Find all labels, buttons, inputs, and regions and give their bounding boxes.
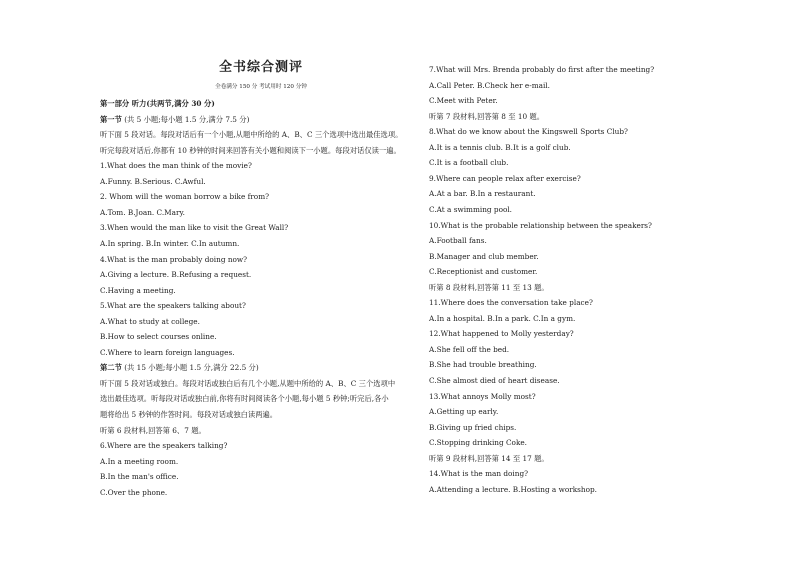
right-lines-text-line: 10.What is the probable relationship between the speakers? xyxy=(429,220,652,230)
left-lines-text-line: A.Funny. B.Serious. C.Awful. xyxy=(100,176,206,186)
left-lines-text-line: 听完每段对话后,你都有 10 秒钟的时间来回答有关小题和阅读下一小题。每段对话仅读一遍。 xyxy=(100,145,401,155)
left-lines-text-line: 题将给出 5 秒钟的作答时间。每段对话或独白读两遍。 xyxy=(100,410,278,419)
left-lines-text-line: 听下面 5 段对话或独白。每段对话或独白后有几个小题,从题中所给的 A、B、C 三个选项中 xyxy=(100,378,396,388)
right-lines-text-line: 12.What happened to Molly yesterday? xyxy=(429,329,574,339)
left-lines-text-line: 第一部分 听力(共两节,满分 30 分) xyxy=(100,99,215,108)
right-lines-text-line: C.Stopping drinking Coke. xyxy=(429,438,528,448)
right-lines-text-line: A.Attending a lecture. B.Hosting a workshop. xyxy=(429,484,597,494)
right-lines-text-line: A.Football fans. xyxy=(429,236,487,246)
right-lines-text-line: 9.Where can people relax after exercise? xyxy=(429,173,581,183)
left-lines-text-line: A.In a meeting room. xyxy=(100,456,179,466)
left-lines-text-line: A.Tom. B.Joan. C.Mary. xyxy=(100,207,185,217)
right-lines-text-line: A.She fell off the bed. xyxy=(429,344,510,354)
right-lines-text-line: A.Getting up early. xyxy=(429,407,499,417)
right-lines-text-line: A.At a bar. B.In a restaurant. xyxy=(429,189,536,199)
left-lines-text-line: 6.Where are the speakers talking? xyxy=(100,441,228,451)
page-title: 全书综合测评 xyxy=(218,60,303,75)
right-lines-text-line: C.Receptionist and customer. xyxy=(429,267,538,277)
right-lines-text-line: 7.What will Mrs. Brenda probably do first after the meeting? xyxy=(429,65,655,74)
left-lines-text-line: 3.When would the man like to visit the Great Wall? xyxy=(100,223,289,233)
right-lines-text-line: C.Meet with Peter. xyxy=(429,96,498,106)
page-subtitle: 全卷满分 150 分 考试用时 120 分钟 xyxy=(215,84,307,90)
left-lines-text-line: B.How to select courses online. xyxy=(100,332,217,342)
left-lines-text-line: 1.What does the man think of the movie? xyxy=(100,161,252,171)
right-lines-text-line: 听第 8 段材料,回答第 11 至 13 题。 xyxy=(429,282,549,292)
left-lines-text-line: 2. Whom will the woman borrow a bike from? xyxy=(100,192,270,202)
right-lines-text-line: B.Manager and club member. xyxy=(429,251,539,261)
right-lines-text-line: C.She almost died of heart disease. xyxy=(429,376,560,385)
left-lines-text-line: A.In spring. B.In winter. C.In autumn. xyxy=(100,238,240,248)
right-lines-text-line: B.She had trouble breathing. xyxy=(429,360,537,370)
right-lines-text-line: 14.What is the man doing? xyxy=(429,469,529,479)
left-lines-text-line: 听下面 5 段对话。每段对话后有一个小题,从题中所给的 A、B、C 三个选项中选出最佳选项。 xyxy=(100,130,403,140)
right-lines-text-line: 13.What annoys Molly most? xyxy=(429,391,536,401)
right-lines-text-line: 听第 9 段材料,回答第 14 至 17 题。 xyxy=(429,453,549,463)
left-lines-text-line: 4.What is the man probably doing now? xyxy=(100,254,248,264)
right-lines-text-line: A.It is a tennis club. B.It is a golf club. xyxy=(429,142,571,152)
left-lines-text-line: 5.What are the speakers talking about? xyxy=(100,301,246,311)
right-lines-text-line: C.It is a football club. xyxy=(429,158,509,168)
right-lines-text-line: 听第 7 段材料,回答第 8 至 10 题。 xyxy=(429,111,545,121)
right-lines-text-line: 8.What do we know about the Kingswell Sports Club? xyxy=(429,127,628,137)
left-lines-text-line: C.Over the phone. xyxy=(100,487,168,497)
left-lines-text-line: A.What to study at college. xyxy=(100,316,200,326)
left-lines-text-line: 选出最佳选项。听每段对话或独白前,你将有时间阅读各个小题,每小题 5 秒钟;听完后,各小 xyxy=(100,394,389,404)
left-lines-text-line: 听第 6 段材料,回答第 6、7 题。 xyxy=(100,425,206,435)
right-lines-text-line: B.Giving up fried chips. xyxy=(429,422,517,432)
left-lines-text-line: B.In the man's office. xyxy=(100,472,179,482)
left-lines-text-line: C.Having a meeting. xyxy=(100,285,176,295)
right-lines-text-line: 11.Where does the conversation take place? xyxy=(429,298,593,308)
right-lines-text-line: A.In a hospital. B.In a park. C.In a gym. xyxy=(429,313,576,323)
left-lines-text-line: C.Where to learn foreign languages. xyxy=(100,347,235,357)
left-lines-text-line: 第二节 (共 15 小题;每小题 1.5 分,满分 22.5 分) xyxy=(100,363,259,373)
left-lines-text-line: 第一节 (共 5 小题;每小题 1.5 分,满分 7.5 分) xyxy=(100,114,250,124)
right-lines-text-line: A.Call Peter. B.Check her e-mail. xyxy=(429,80,550,90)
left-lines-text-line: A.Giving a lecture. B.Refusing a request. xyxy=(100,270,252,280)
right-lines-text-line: C.At a swimming pool. xyxy=(429,204,513,214)
